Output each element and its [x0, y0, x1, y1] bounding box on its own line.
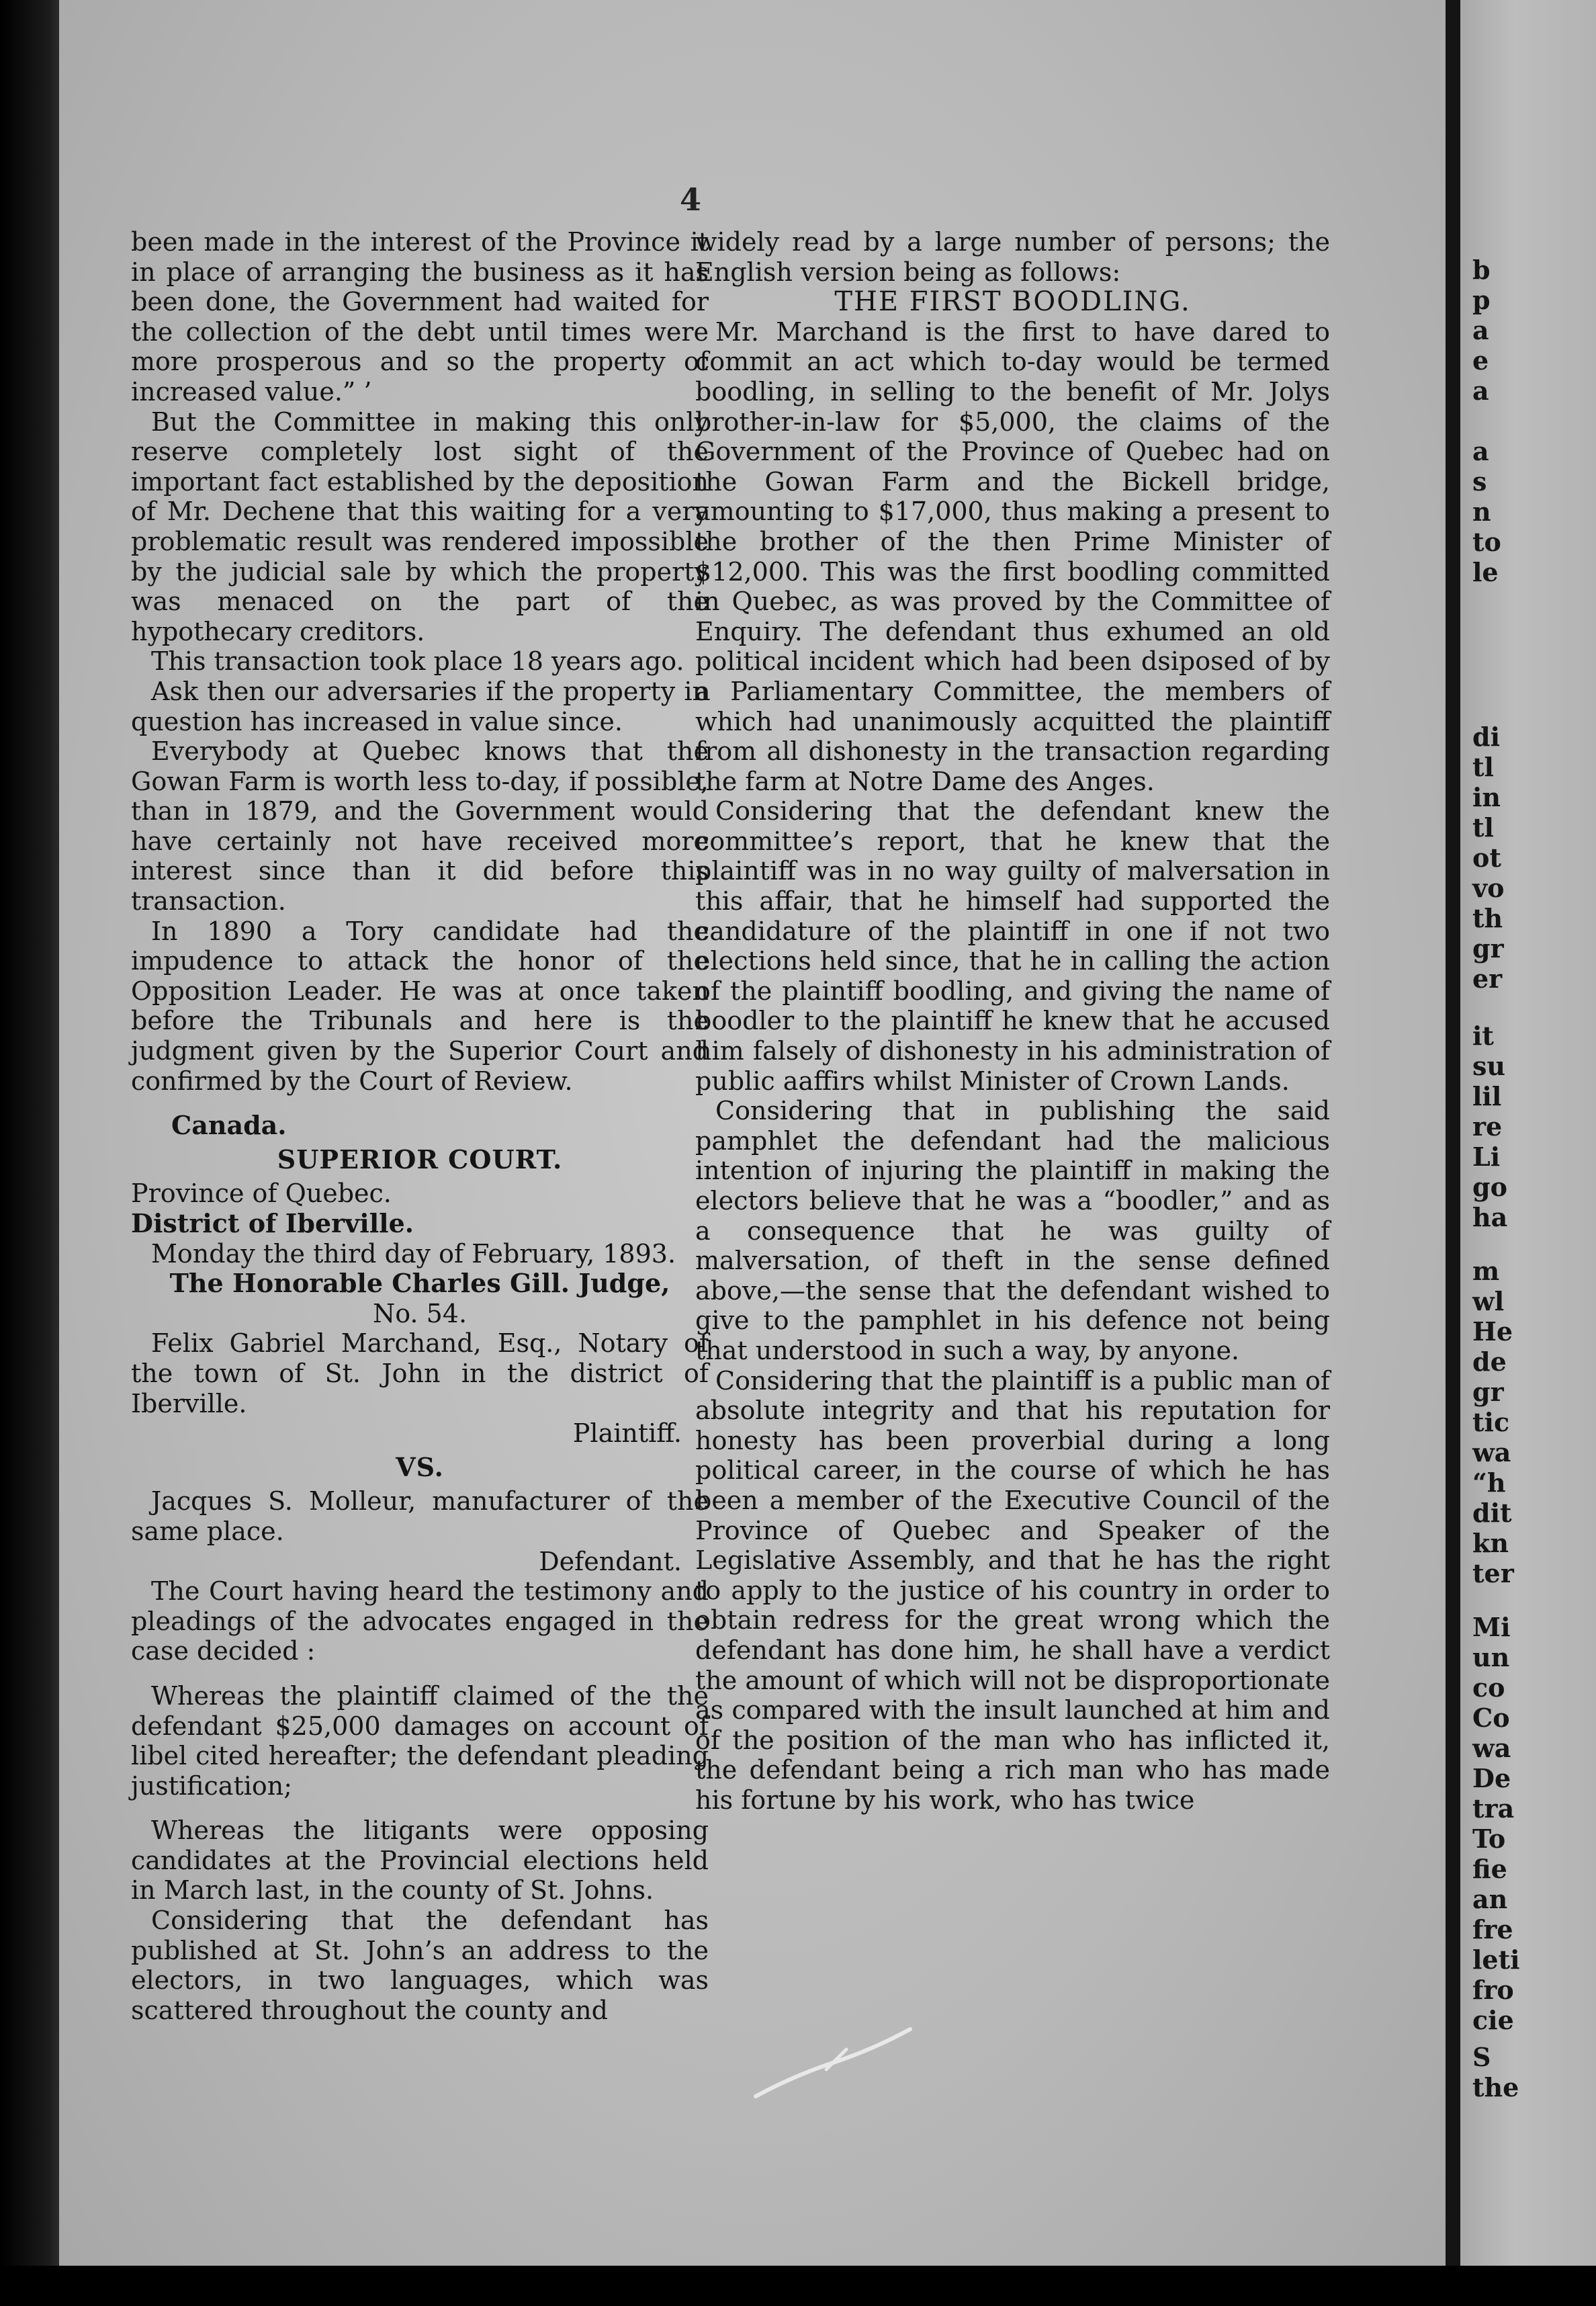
adjacent-page-fragment: in: [1472, 782, 1501, 812]
adjacent-page-fragment: su: [1472, 1051, 1506, 1081]
adjacent-page-fragment: tl: [1472, 812, 1494, 843]
court-heading: SUPERIOR COURT.: [277, 1144, 563, 1175]
adjacent-page-fragment: the: [1472, 2072, 1519, 2102]
adjacent-page-fragment: fie: [1472, 1854, 1507, 1884]
adjacent-page-fragment: it: [1472, 1021, 1494, 1051]
adjacent-page-fragment: a: [1472, 436, 1489, 466]
adjacent-page-fragment: lil: [1472, 1081, 1502, 1111]
paragraph: But the Committee in making this only reserve completely lost sight of the important fact established by the deposition of Mr. Dechene that this waiting for a very problematic result was rendered impossible by the judicial sale by which the property was menaced on the part of the hypothecary creditors.: [131, 407, 709, 646]
adjacent-page-fragment: a: [1472, 376, 1489, 406]
adjacent-page-fragment: dit: [1472, 1498, 1512, 1528]
adjacent-page-fragment: wa: [1472, 1437, 1511, 1467]
adjacent-page-fragment: Co: [1472, 1703, 1510, 1733]
adjacent-page-fragment: ot: [1472, 843, 1501, 873]
date-line: Monday the third day of February, 1893.: [151, 1238, 676, 1269]
adjacent-page-fragment: Li: [1472, 1142, 1501, 1172]
adjacent-page-fragment: He: [1472, 1316, 1513, 1347]
adjacent-page-fragment: a: [1472, 315, 1489, 345]
versus-heading: VS.: [396, 1451, 444, 1482]
adjacent-page-fragment: er: [1472, 964, 1503, 994]
adjacent-page-fragment: fro: [1472, 1975, 1514, 2005]
adjacent-page-fragment: kn: [1472, 1528, 1509, 1558]
page-gutter: [1446, 0, 1460, 2306]
section-heading: THE FIRST BOODLING.: [834, 286, 1191, 318]
scan-border-bottom: [0, 2266, 1596, 2306]
paragraph: Whereas the litigants were opposing candidates at the Provincial elections held in March last, in the county of St. Johns.: [131, 1816, 709, 1906]
adjacent-page-fragment: ter: [1472, 1558, 1514, 1588]
jurisdiction-label: Canada.: [171, 1110, 287, 1141]
adjacent-page-fragment: co: [1472, 1672, 1505, 1703]
adjacent-page-edge: [1460, 0, 1596, 2306]
judge-line: The Honorable Charles Gill. Judge,: [169, 1268, 670, 1299]
adjacent-page-fragment: tl: [1472, 752, 1494, 782]
paragraph: Whereas the plaintiff claimed of the the defendant $25,000 damages on account of libel cited hereafter; the defendant pleading justification;: [131, 1680, 709, 1801]
right-column: [695, 227, 1330, 1815]
adjacent-page-fragment: n: [1472, 497, 1491, 527]
district-line: District of Iberville.: [131, 1208, 414, 1238]
adjacent-page-fragment: s: [1472, 466, 1487, 497]
adjacent-page-fragment: “h: [1472, 1467, 1506, 1498]
paragraph: Considering that the plaintiff is a public man of absolute integrity and that his reputation for honesty has been proverbial during a long political career, in the course of which he has been a member of the Executive Council of the Province of Quebec and Speaker of the Legislative Assembly, and that he has the right to apply to the justice of his country in order to obtain redress for the great wrong which the defendant has done him, he shall have a verdict the amount of which will not be disproportionate as compared with the insult launched at him and of the position of the man who has inflicted it, the defendant being a rich man who has made his fortune by his work, who has twice: [695, 1365, 1330, 1815]
adjacent-page-fragment: To: [1472, 1824, 1506, 1854]
scan-border-left: [0, 0, 59, 2306]
adjacent-page-fragment: gr: [1472, 1377, 1504, 1407]
page-number: 4: [680, 181, 702, 218]
scratch-mark: [752, 2022, 914, 2103]
adjacent-page-fragment: e: [1472, 345, 1489, 376]
adjacent-page-fragment: wa: [1472, 1733, 1511, 1763]
province-line: Province of Quebec.: [131, 1179, 392, 1209]
adjacent-page-fragment: an: [1472, 1884, 1508, 1914]
adjacent-page-fragment: fre: [1472, 1914, 1513, 1945]
plaintiff-description: Felix Gabriel Marchand, Esq., Notary of the town of St. John in the district of Iberville.: [131, 1328, 709, 1418]
adjacent-page-fragment: cie: [1472, 2005, 1514, 2035]
adjacent-page-fragment: Mi: [1472, 1612, 1511, 1642]
adjacent-page-fragment: th: [1472, 903, 1503, 933]
adjacent-page-fragment: un: [1472, 1642, 1510, 1672]
paragraph: This transaction took place 18 years ago.: [151, 646, 684, 677]
defendant-description: Jacques S. Molleur, manufacturer of the same place.: [131, 1486, 709, 1546]
adjacent-page-fragment: de: [1472, 1347, 1507, 1377]
paragraph: widely read by a large number of persons; the English version being as follows:: [695, 227, 1330, 287]
paragraph: Considering that the defendant has published at St. John’s an address to the electors, in two languages, which was scattered throughout the county and: [131, 1906, 709, 2025]
paragraph: been made in the interest of the Province it in place of arranging the business as it has been done, the Government had waited for the collection of the debt until times were more prosperous and so the property of increased value.” ’: [131, 227, 709, 407]
adjacent-page-fragment: wl: [1472, 1286, 1505, 1316]
paragraph: The Court having heard the testimony and pleadings of the advocates engaged in the case decided :: [131, 1576, 709, 1666]
paragraph: Ask then our adversaries if the property in question has increased in value since.: [131, 676, 709, 736]
adjacent-page-fragment: ha: [1472, 1202, 1508, 1232]
adjacent-page-fragment: p: [1472, 285, 1491, 315]
defendant-label: Defendant.: [539, 1546, 682, 1576]
paragraph: Mr. Marchand is the first to have dared to commit an act which to-day would be termed boodling, in selling to the benefit of Mr. Jolys brother-in-law for $5,000, the claims of the Government of the Province of Quebec had on the Gowan Farm and the Bickell bridge, amounting to $17,000, thus making a present to the brother of the then Prime Minister of $12,000. This was the first boodling committed in Quebec, as was proved by the Committee of Enquiry. The defendant thus exhumed an old political incident which had been dsiposed of by a Parliamentary Committee, the members of which had unanimously acquitted the plaintiff from all dishonesty in the transaction regarding the farm at Notre Dame des Anges.: [695, 316, 1330, 796]
left-column: [131, 227, 709, 2025]
adjacent-page-fragment: gr: [1472, 933, 1504, 964]
paragraph: Considering that in publishing the said pamphlet the defendant had the malicious intention of injuring the plaintiff in making the electors believe that he was a “boodler,” and as a consequence that he was guilty of malversation, of theft in the sense defined above,—the sense that the defendant wished to give to the pamphlet in his defence not being that understood in such a way, by anyone.: [695, 1096, 1330, 1365]
adjacent-page-fragment: m: [1472, 1256, 1500, 1286]
adjacent-page-fragment: tic: [1472, 1407, 1510, 1437]
adjacent-page-fragment: go: [1472, 1172, 1507, 1202]
adjacent-page-fragment: vo: [1472, 873, 1505, 903]
adjacent-page-fragment: di: [1472, 722, 1501, 752]
paragraph: In 1890 a Tory candidate had the impudence to attack the honor of the Opposition Leader. He was at once taken before the Tribunals and here is the judgment given by the Superior Court and confirmed by the Court of Review.: [131, 916, 709, 1096]
adjacent-page-fragment: S: [1472, 2042, 1491, 2072]
plaintiff-label: Plaintiff.: [572, 1418, 682, 1449]
adjacent-page-fragment: le: [1472, 557, 1499, 587]
adjacent-page-fragment: b: [1472, 255, 1491, 285]
adjacent-page-fragment: re: [1472, 1111, 1503, 1142]
paragraph: Considering that the defendant knew the committee’s report, that he knew that the plaintiff was in no way guilty of malversation in this affair, that he himself had supported the candidature of the plaintiff in one if not two elections held since, that he in calling the action of the plaintiff boodling, and giving the name of boodler to the plaintiff he knew that he accused him falsely of dishonesty in his administration of public aaffirs whilst Minister of Crown Lands.: [695, 796, 1330, 1096]
case-number: No. 54.: [372, 1298, 468, 1328]
adjacent-page-fragment: to: [1472, 527, 1501, 557]
adjacent-page-fragment: tra: [1472, 1793, 1515, 1824]
adjacent-page-fragment: De: [1472, 1763, 1511, 1793]
paragraph: Everybody at Quebec knows that the Gowan Farm is worth less to-day, if possible, than in 1879, and the Government would have certainly not have received more interest since than it did before this transaction.: [131, 736, 709, 916]
adjacent-page-fragment: leti: [1472, 1945, 1520, 1975]
